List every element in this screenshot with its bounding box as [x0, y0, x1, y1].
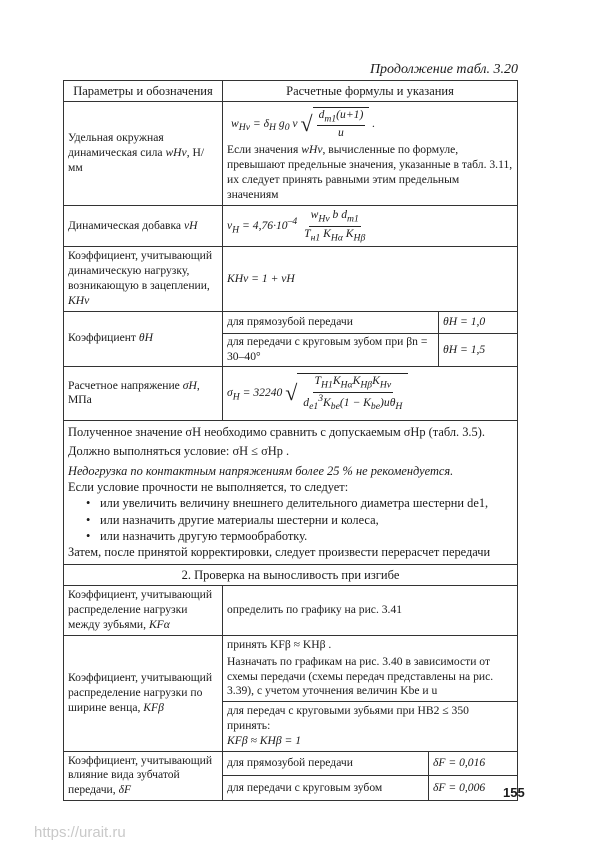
- table-row: [64, 206, 518, 247]
- param-cell: Удельная окружная динамическая сила wHv, Н/мм: [64, 102, 223, 206]
- formula-sigmah: $\sigma_H = 32240$ √ $\frac{T_{H1}K_{H\alpha}K_{H\beta}K_{Hv}}{d_{e1}^3K_{be}(1 - K_{be})u\theta_H}$: [227, 386, 408, 399]
- delta-options: [223, 752, 517, 800]
- table-row: [64, 585, 518, 635]
- formula-khv: KHv = 1 + νH: [227, 271, 295, 285]
- header-formulas: Расчетные формулы и указания: [223, 81, 518, 102]
- option-label: для передачи с круговым зубом: [223, 776, 429, 800]
- watermark: https://urait.ru: [34, 824, 126, 841]
- option-value: δF = 0,006: [433, 780, 486, 794]
- symbol: wHv: [165, 146, 187, 160]
- formula-nuh: $\nu_H = 4,76\cdot 10^{-4}$ $\frac{w_{Hv} b d_{m1}}{T_{н1} K_{H\alpha} K_{H\beta}}$: [227, 208, 366, 243]
- page-number: 155: [503, 785, 525, 800]
- formula-cell: [223, 635, 518, 751]
- formula-cell: [223, 206, 518, 247]
- param-cell: Коэффициент, учитывающий распределение нагрузки между зубьями, KFα: [64, 585, 223, 635]
- formula-cell: [223, 102, 518, 206]
- recommendations-list: [86, 495, 513, 544]
- param-cell: Коэффициент, учитывающий динамическую нагрузку, возникающую в зацеплении, KHv: [64, 247, 223, 311]
- table-row: [64, 635, 518, 751]
- option-value: θH = 1,5: [443, 342, 486, 356]
- table-row: [64, 247, 518, 311]
- list-item: • или назначить другие материалы шестерни и колеса,: [86, 512, 513, 528]
- notes-row: [64, 420, 518, 564]
- option-label: для прямозубой передачи: [223, 752, 429, 776]
- table-header-row: [64, 81, 518, 102]
- header-params: Параметры и обозначения: [64, 81, 223, 102]
- param-cell: Динамическая добавка νH: [64, 206, 223, 247]
- param-cell: Коэффициент, учитывающий распределение нагрузки по ширине венца, KFβ: [64, 635, 223, 751]
- table-row: [64, 366, 518, 420]
- formula-cell: [223, 366, 518, 420]
- notes-cell: Полученное значение σH необходимо сравнить с допускаемым σHp (табл. 3.5). Должно выполняться условие: σH ≤ σHp . Недогрузка по контактным напряжениям более 25 % не рекомендуется. Если условие прочности не выполняется, то следует: • или увеличить величину внешнего делительного диаметра шестерни de1, • или назначить другие материалы шестерни и колеса, • или назначить другую термообработку. Затем, после принятой корректировки, следует произвести перерасчет передачи: [64, 420, 518, 564]
- option-value: θH = 1,0: [439, 312, 518, 334]
- param-cell: Коэффициент, учитывающий влияние вида зубчатой передачи, δF: [64, 751, 223, 800]
- formula-whv: $w_{Hv} = \delta_H$ $g_0$ v √ $\frac{d_{m1}(u+1)}{u}$ .: [231, 107, 376, 140]
- param-cell: Коэффициент θH: [64, 311, 223, 366]
- list-item: • или увеличить величину внешнего делительного диаметра шестерни de1,: [86, 495, 513, 511]
- option-value: δF = 0,016: [429, 752, 518, 776]
- list-item: • или назначить другую термообработку.: [86, 528, 513, 544]
- options-cell: [223, 751, 518, 800]
- option-label: для передачи с круговым зубом при βn = 30–40°: [223, 334, 439, 366]
- table-continuation-label: Продолжение табл. 3.20: [369, 62, 518, 77]
- param-cell: Расчетное напряжение σH, МПа: [64, 366, 223, 420]
- table-row: [64, 311, 518, 366]
- kfb-block-2: для передач с круговыми зубьями при HB2 ≤ 350 принять: KFβ ≈ KHβ = 1: [227, 704, 469, 747]
- options-cell: [223, 311, 518, 366]
- kfb-block-1: принять KFβ ≈ KHβ . Назначать по графикам на рис. 3.40 в зависимости от схемы передачи (схемы передач представлены на рис. 3.39), с учетом уточнения величин Kbe и u: [223, 636, 517, 702]
- formula-cell: [223, 247, 518, 311]
- table-row: [64, 102, 518, 206]
- parameters-table: [63, 80, 518, 801]
- table-row: [64, 751, 518, 800]
- theta-options: [223, 312, 517, 366]
- option-label: для прямозубой передачи: [223, 312, 439, 334]
- formula-cell: определить по графику на рис. 3.41: [223, 585, 518, 635]
- whv-note: Если значения wHv, вычисленные по формуле, превышают предельные значения, указанные в табл. 3.11, их следует принять равными этим предельным значениям: [227, 143, 513, 201]
- section-row: [64, 564, 518, 585]
- section-title: 2. Проверка на выносливость при изгибе: [64, 564, 518, 585]
